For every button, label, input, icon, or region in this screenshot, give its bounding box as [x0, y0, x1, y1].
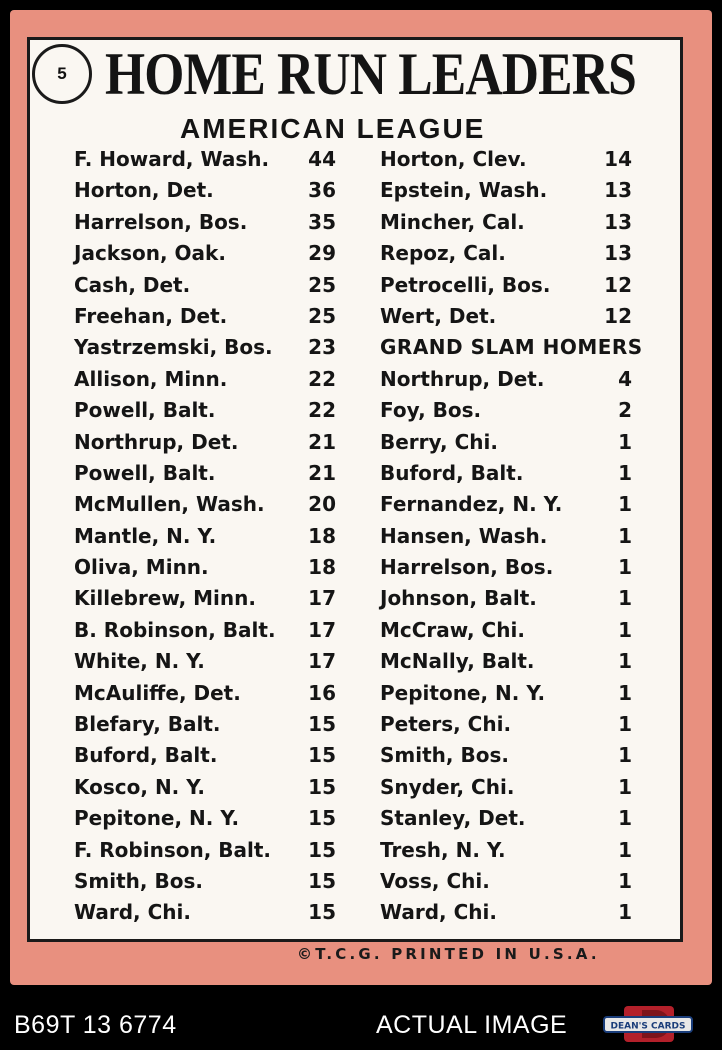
logo-text: DEAN'S CARDS [610, 1021, 686, 1032]
leader-row [74, 175, 336, 206]
home-run-count: 1 [618, 523, 632, 548]
leader-row [74, 489, 336, 520]
player-name: Wert, Det. [380, 303, 497, 328]
leader-row [74, 144, 336, 175]
home-run-count: 1 [618, 617, 632, 642]
leader-row [380, 489, 632, 520]
player-name: Pepitone, N. Y. [380, 680, 546, 705]
home-run-count: 15 [308, 774, 336, 799]
copyright-line: ©T.C.G. PRINTED IN U.S.A. [297, 945, 600, 963]
leader-row [74, 897, 336, 928]
leaders-right-column [380, 144, 643, 929]
leader-row [74, 646, 336, 677]
leader-row [380, 270, 632, 301]
player-name: Allison, Minn. [74, 366, 228, 391]
home-run-count: 1 [618, 774, 632, 799]
player-name: McMullen, Wash. [74, 492, 265, 517]
leader-row [380, 207, 632, 238]
player-name: Powell, Balt. [74, 398, 216, 423]
player-name: Tresh, N. Y. [380, 837, 506, 862]
home-run-count: 13 [604, 178, 632, 203]
leader-row [74, 803, 336, 834]
home-run-count: 15 [308, 743, 336, 768]
home-run-count: 13 [604, 241, 632, 266]
card-number: 5 [57, 64, 67, 83]
leader-row [380, 175, 632, 206]
player-name: Petrocelli, Bos. [380, 272, 551, 297]
player-name: Mincher, Cal. [380, 209, 525, 234]
home-run-count: 1 [618, 429, 632, 454]
grand-slam-heading: GRAND SLAM HOMERS [380, 335, 643, 360]
player-name: Pepitone, N. Y. [74, 806, 240, 831]
leader-row [380, 552, 632, 583]
player-name: McNally, Balt. [380, 649, 535, 674]
player-name: Stanley, Det. [380, 806, 526, 831]
leader-row [380, 678, 632, 709]
home-run-count: 12 [604, 303, 632, 328]
player-name: Blefary, Balt. [74, 712, 221, 737]
home-run-count: 12 [604, 272, 632, 297]
home-run-count: 1 [618, 806, 632, 831]
player-name: Peters, Chi. [380, 712, 512, 737]
home-run-count: 4 [618, 366, 632, 391]
player-name: Smith, Bos. [380, 743, 509, 768]
player-name: Horton, Det. [74, 178, 214, 203]
home-run-count: 29 [308, 241, 336, 266]
home-run-count: 22 [308, 366, 336, 391]
home-run-count: 15 [308, 712, 336, 737]
home-run-count: 13 [604, 209, 632, 234]
leader-row [74, 395, 336, 426]
player-name: Powell, Balt. [74, 460, 216, 485]
card-id-label: B69T 13 6774 [14, 1011, 177, 1039]
player-name: Jackson, Oak. [74, 241, 226, 266]
leader-row [74, 207, 336, 238]
leader-row [74, 270, 336, 301]
player-name: Cash, Det. [74, 272, 191, 297]
home-run-count: 17 [308, 617, 336, 642]
leader-row [74, 238, 336, 269]
player-name: F. Howard, Wash. [74, 147, 270, 171]
player-name: Freehan, Det. [74, 303, 228, 328]
leader-row [380, 615, 632, 646]
leader-row [380, 364, 632, 395]
player-name: Ward, Chi. [380, 900, 497, 925]
home-run-count: 22 [308, 398, 336, 423]
leader-row [74, 835, 336, 866]
leader-row [380, 583, 632, 614]
leader-row [380, 740, 632, 771]
home-run-count: 18 [308, 523, 336, 548]
player-name: McAuliffe, Det. [74, 680, 241, 705]
player-name: Buford, Balt. [74, 743, 218, 768]
leader-row [380, 835, 632, 866]
home-run-count: 1 [618, 837, 632, 862]
home-run-count: 36 [308, 178, 336, 203]
leader-row [74, 740, 336, 771]
leader-row [380, 897, 632, 928]
leader-row [380, 803, 632, 834]
leader-row [74, 615, 336, 646]
player-name: Foy, Bos. [380, 398, 482, 423]
player-name: Mantle, N. Y. [74, 523, 217, 548]
home-run-count: 16 [308, 680, 336, 705]
home-run-count: 14 [604, 147, 632, 171]
home-run-count: 1 [618, 680, 632, 705]
home-run-count: 1 [618, 868, 632, 893]
player-name: Kosco, N. Y. [74, 774, 206, 799]
leader-row [380, 772, 632, 803]
leader-row [380, 301, 632, 332]
league-subtitle: AMERICAN LEAGUE [180, 113, 486, 144]
home-run-count: 18 [308, 555, 336, 580]
player-name: Fernandez, N. Y. [380, 492, 563, 517]
player-name: Snyder, Chi. [380, 774, 515, 799]
player-name: Ward, Chi. [74, 900, 191, 925]
leaders-left-column [74, 144, 336, 929]
leader-row [74, 866, 336, 897]
home-run-count: 1 [618, 492, 632, 517]
leader-row [380, 427, 632, 458]
player-name: Harrelson, Bos. [74, 209, 248, 234]
home-run-count: 1 [618, 555, 632, 580]
home-run-count: 15 [308, 837, 336, 862]
player-name: Northrup, Det. [74, 429, 239, 454]
leader-row [74, 301, 336, 332]
player-name: Johnson, Balt. [380, 586, 537, 611]
home-run-count: 1 [618, 649, 632, 674]
leader-row [74, 583, 336, 614]
leader-row [74, 332, 336, 363]
home-run-count: 21 [308, 429, 336, 454]
home-run-count: 25 [308, 272, 336, 297]
home-run-count: 1 [618, 900, 632, 925]
home-run-count: 25 [308, 303, 336, 328]
grand-slam-heading-row [380, 332, 643, 363]
deans-cards-logo [602, 1004, 694, 1044]
leader-row [380, 521, 632, 552]
leader-row [74, 427, 336, 458]
home-run-count: 1 [618, 586, 632, 611]
leader-row [74, 709, 336, 740]
player-name: White, N. Y. [74, 649, 205, 674]
home-run-count: 2 [618, 398, 632, 423]
player-name: Epstein, Wash. [380, 178, 548, 203]
home-run-count: 17 [308, 649, 336, 674]
player-name: Killebrew, Minn. [74, 586, 256, 611]
leader-row [380, 395, 632, 426]
player-name: Oliva, Minn. [74, 555, 209, 580]
home-run-count: 44 [308, 147, 336, 171]
leader-row [74, 458, 336, 489]
leader-row [380, 866, 632, 897]
card-number-badge [32, 44, 92, 104]
card-title: HOME RUN LEADERS [105, 41, 636, 107]
leader-row [74, 772, 336, 803]
home-run-count: 20 [308, 492, 336, 517]
player-name: Northrup, Det. [380, 366, 545, 391]
player-name: Repoz, Cal. [380, 241, 506, 266]
home-run-count: 15 [308, 900, 336, 925]
player-name: B. Robinson, Balt. [74, 617, 276, 642]
home-run-count: 1 [618, 460, 632, 485]
home-run-count: 15 [308, 868, 336, 893]
actual-image-label: ACTUAL IMAGE [376, 1011, 568, 1039]
player-name: Voss, Chi. [380, 868, 490, 893]
player-name: F. Robinson, Balt. [74, 837, 272, 862]
player-name: McCraw, Chi. [380, 617, 525, 642]
leader-row [380, 458, 632, 489]
player-name: Smith, Bos. [74, 868, 203, 893]
home-run-count: 23 [308, 335, 336, 360]
home-run-count: 1 [618, 743, 632, 768]
home-run-count: 21 [308, 460, 336, 485]
player-name: Buford, Balt. [380, 460, 524, 485]
leader-row [74, 552, 336, 583]
home-run-count: 35 [308, 209, 336, 234]
leader-row [380, 646, 632, 677]
leader-row [74, 678, 336, 709]
home-run-count: 15 [308, 806, 336, 831]
player-name: Berry, Chi. [380, 429, 498, 454]
leader-row [74, 521, 336, 552]
leader-row [74, 364, 336, 395]
home-run-count: 17 [308, 586, 336, 611]
player-name: Harrelson, Bos. [380, 555, 554, 580]
leader-row [380, 709, 632, 740]
home-run-count: 1 [618, 712, 632, 737]
leader-row [380, 144, 632, 175]
player-name: Hansen, Wash. [380, 523, 548, 548]
leader-row [380, 238, 632, 269]
player-name: Yastrzemski, Bos. [74, 335, 273, 360]
player-name: Horton, Clev. [380, 147, 527, 171]
